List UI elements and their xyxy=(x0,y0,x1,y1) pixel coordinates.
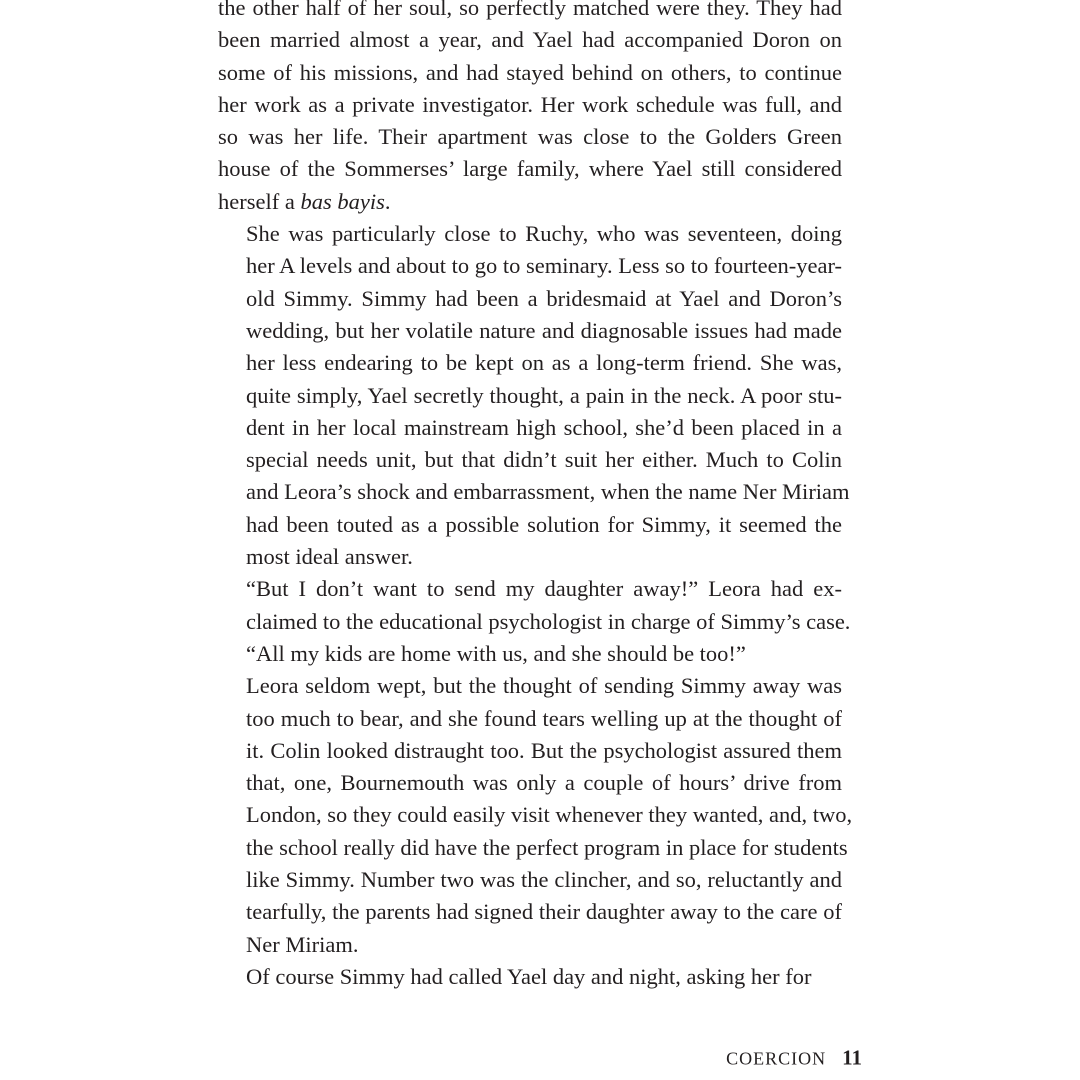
text-fragment: . xyxy=(384,188,391,214)
text-line: some of his missions, and had stayed behind on others, to continue xyxy=(218,59,842,85)
text-line: wedding, but her volatile nature and diagnosable issues had made xyxy=(246,317,842,343)
text-line: so was her life. Their apartment was close to the Golders Green xyxy=(218,124,842,150)
paragraph xyxy=(218,0,842,218)
running-head: COERCION xyxy=(726,1048,827,1069)
text-line: claimed to the educational psychologist in charge of Simmy’s case. xyxy=(246,608,851,634)
text-line: special needs unit, but that didn’t suit her either. Much to Colin xyxy=(246,447,842,473)
text-line: dent in her local mainstream high school, she’d been placed in a xyxy=(246,414,842,440)
page-footer xyxy=(726,1046,862,1071)
text-line: Ner Miriam. xyxy=(246,931,359,957)
paragraph xyxy=(218,670,853,961)
text-line: quite simply, Yael secretly thought, a pain in the neck. A poor stu- xyxy=(246,382,842,408)
text-line: her less endearing to be kept on as a long-term friend. She was, xyxy=(246,350,842,376)
text-line: too much to bear, and she found tears welling up at the thought of xyxy=(246,705,842,731)
text-line xyxy=(218,186,842,218)
text-line: her work as a private investigator. Her work schedule was full, and xyxy=(218,91,842,117)
text-line: the school really did have the perfect program in place for students xyxy=(246,834,848,860)
paragraph xyxy=(218,573,851,670)
text-line: house of the Sommerses’ large family, where Yael still considered xyxy=(218,156,842,182)
page-number: 11 xyxy=(842,1045,862,1070)
text-line: “But I don’t want to send my daughter away!” Leora had ex- xyxy=(246,576,842,602)
text-line: that, one, Bournemouth was only a couple of hours’ drive from xyxy=(246,770,842,796)
paragraph xyxy=(218,218,850,573)
text-line: London, so they could easily visit whenever they wanted, and, two, xyxy=(246,802,853,828)
text-line: like Simmy. Number two was the clincher, and so, reluctantly and xyxy=(246,867,842,893)
text-line: had been touted as a possible solution for Simmy, it seemed the xyxy=(246,511,842,537)
text-line: and Leora’s shock and embarrassment, when the name Ner Miriam xyxy=(246,479,850,505)
text-fragment: herself a xyxy=(218,188,301,214)
paragraph xyxy=(218,961,842,993)
body-text xyxy=(218,0,853,993)
text-line: tearfully, the parents had signed their daughter away to the care of xyxy=(246,899,842,925)
text-line: it. Colin looked distraught too. But the psychologist assured them xyxy=(246,737,842,763)
text-line: the other half of her soul, so perfectly matched were they. They had xyxy=(218,0,842,20)
text-line: Of course Simmy had called Yael day and night, asking her for xyxy=(246,963,812,989)
text-line: “All my kids are home with us, and she should be too!” xyxy=(246,640,746,666)
text-line: most ideal answer. xyxy=(246,544,413,570)
text-line: Leora seldom wept, but the thought of sending Simmy away was xyxy=(246,673,842,699)
italic-phrase: bas bayis xyxy=(300,188,385,214)
text-line: her A levels and about to go to seminary. Less so to fourteen-year- xyxy=(246,253,843,279)
text-line: been married almost a year, and Yael had accompanied Doron on xyxy=(218,27,842,53)
text-line: old Simmy. Simmy had been a bridesmaid at Yael and Doron’s xyxy=(246,285,842,311)
text-line: She was particularly close to Ruchy, who was seventeen, doing xyxy=(246,221,842,247)
